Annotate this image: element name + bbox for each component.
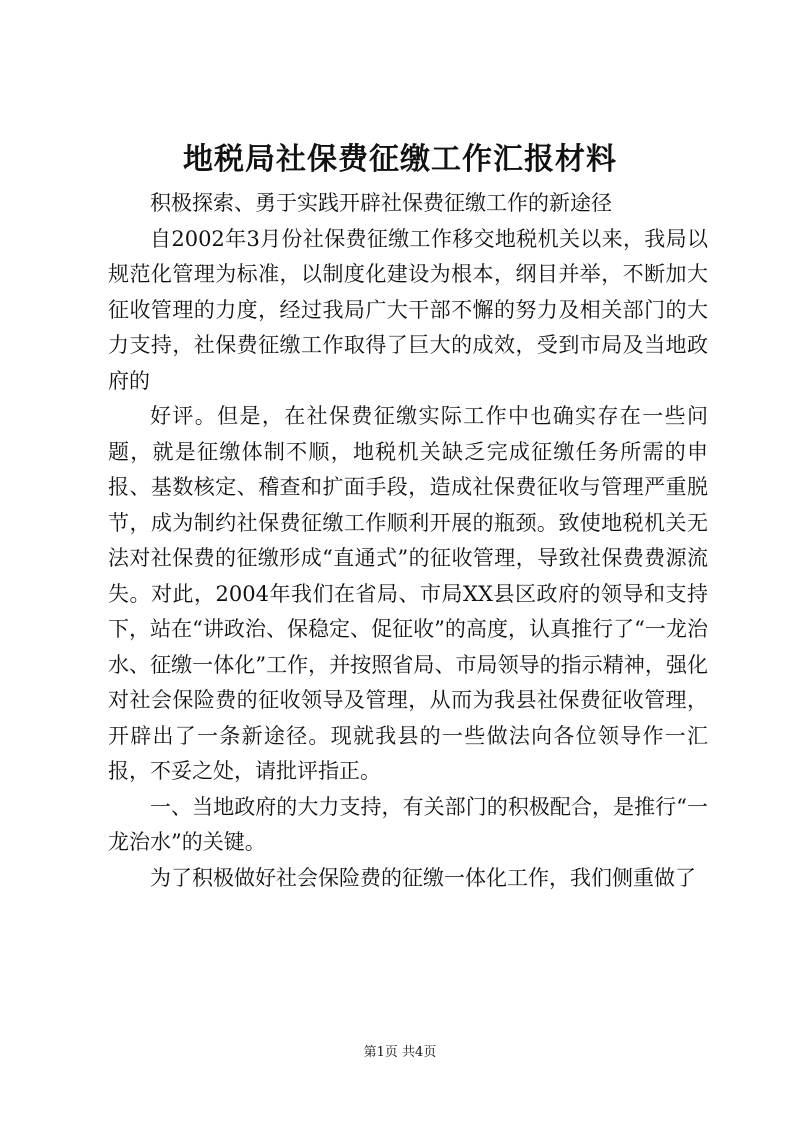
document-body xyxy=(108,186,708,896)
intro-paragraph: 自2002年3月份社保费征缴工作移交地税机关以来，我局以规范化管理为标准，以制度化建设为根本，纲目并举，不断加大征收管理的力度，经过我局广大干部不懈的努力及相关部门的大力支持，社保费征缴工作取得了巨大的成效，受到市局及当地政府的 xyxy=(108,226,708,393)
subtitle-paragraph: 积极探索、勇于实践开辟社保费征缴工作的新途径 xyxy=(150,191,612,215)
document-title: 地税局社保费征缴工作汇报材料 xyxy=(183,142,617,177)
page-footer: 第1页 共4页 xyxy=(363,1045,437,1060)
problem-paragraph: 好评。但是，在社保费征缴实际工作中也确实存在一些问题，就是征缴体制不顺，地税机关缺乏完成征缴任务所需的申报、基数核定、稽查和扩面手段，造成社保费征收与管理严重脱节，成为制约社保费征缴工作顺利开展的瓶颈。致使地税机关无法对社保费的征缴形成“直通式”的征收管理，导致社保费费源流失。对此，2004年我们在省局、市局XX县区政府的领导和支持下，站在“讲政治、保稳定、促征收”的高度，认真推行了“一龙治水、征缴一体化”工作，并按照省局、市局领导的指示精神，强化对社会保险费的征收领导及管理，从而为我县社保费征收管理，开辟出了一条新途径。现就我县的一些做法向各位领导作一汇报，不妥之处，请批评指正。 xyxy=(108,404,708,783)
section-heading-paragraph: 一、当地政府的大力支持，有关部门的积极配合，是推行“一龙治水”的关键。 xyxy=(108,794,708,854)
section-body-paragraph: 为了积极做好社会保险费的征缴一体化工作，我们侧重做了 xyxy=(150,865,696,890)
